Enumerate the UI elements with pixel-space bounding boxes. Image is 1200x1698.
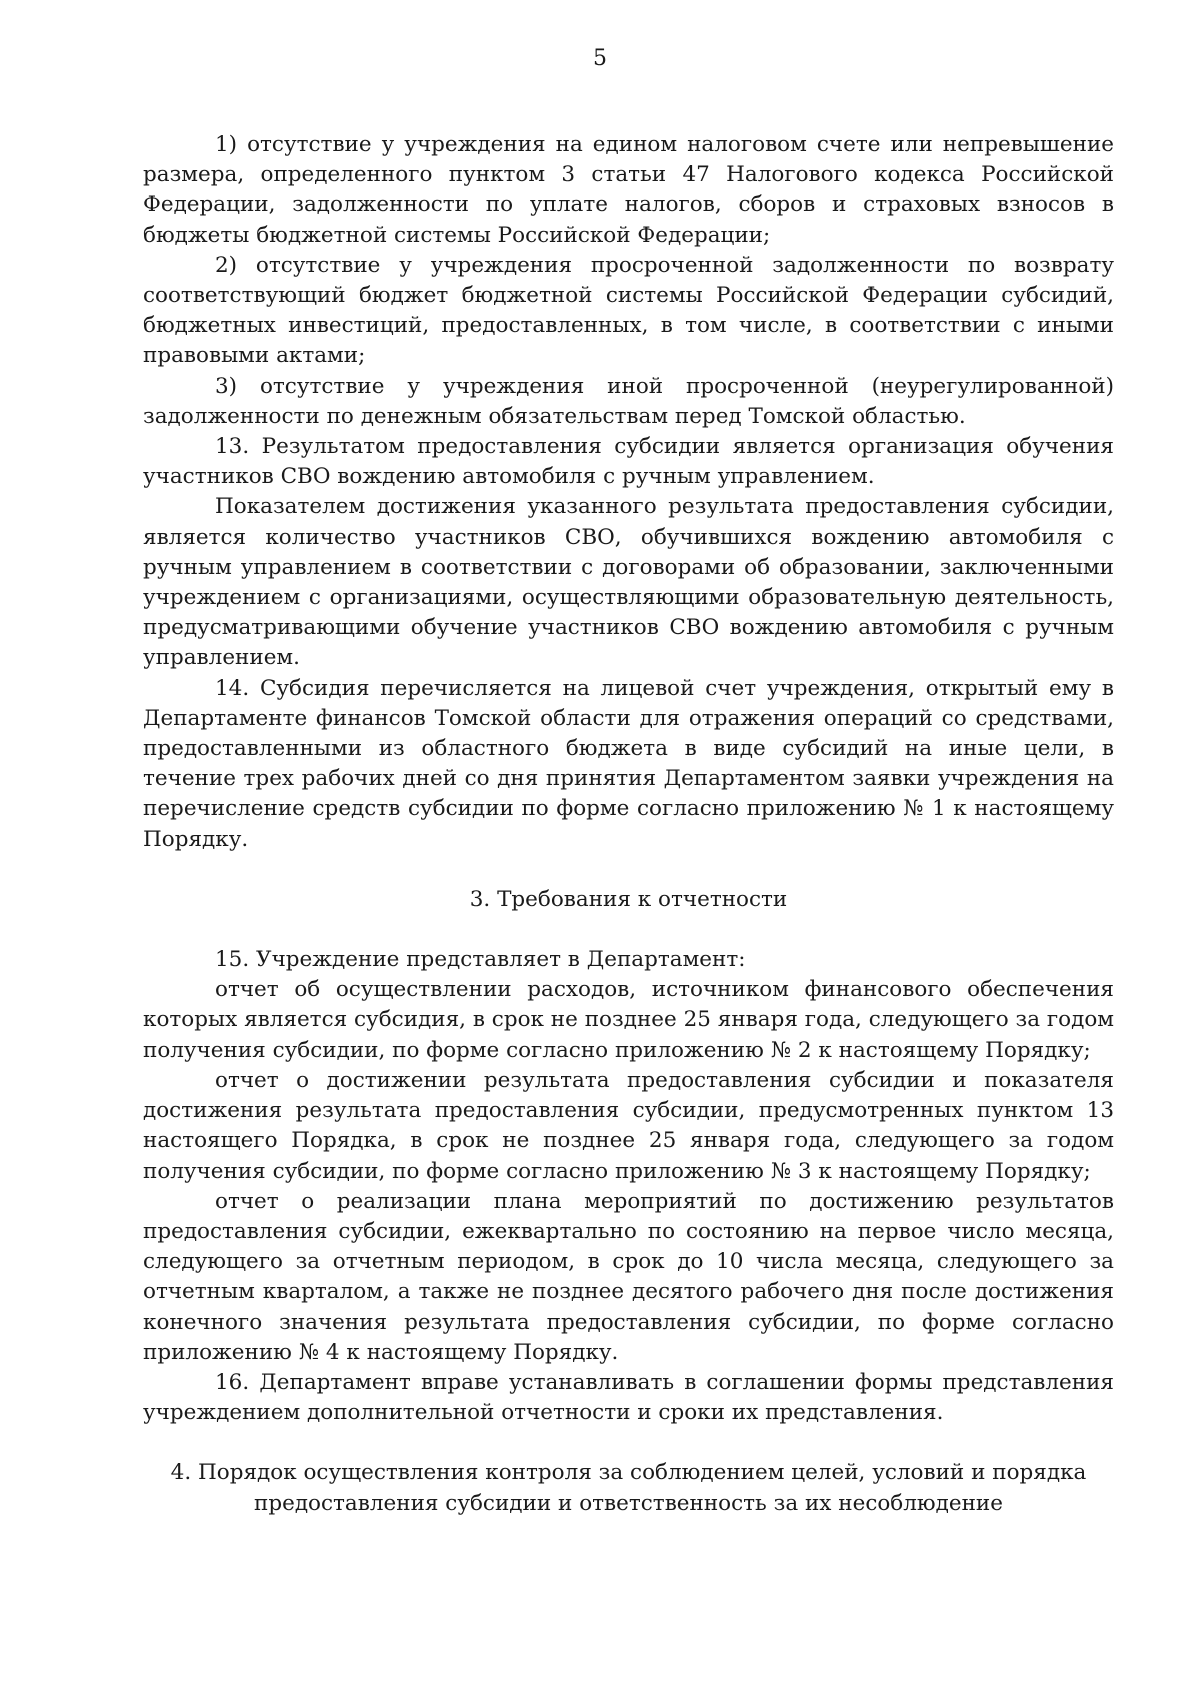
paragraph-report-results: отчет о достижении результата предоставления субсидии и показателя достижения результата предоставления субсидии, предусмотренных пунктом 13 настоящего Порядка, в срок не позднее 25 января года, следующего за годом получения субсидии, по форме согласно приложению № 3 к настоящему Порядку;	[143, 1067, 1114, 1184]
section-title-control-line-2: предоставления субсидии и ответственность за их несоблюдение	[254, 1490, 1003, 1516]
paragraph-condition-2: 2) отсутствие у учреждения просроченной задолженности по возврату соответствующий бюджет бюджетной системы Российской Федерации субсидий, бюджетных инвестиций, предоставленных, в том числе, в соответствии с иными правовыми актами;	[143, 252, 1114, 369]
paragraph-item-13: 13. Результатом предоставления субсидии является организация обучения участников СВО вождению автомобиля с ручным управлением.	[143, 434, 1114, 490]
paragraph-item-14: 14. Субсидия перечисляется на лицевой счет учреждения, открытый ему в Департаменте финансов Томской области для отражения операций со средствами, предоставленными из областного бюджета в виде субсидий на иные цели, в течение трех рабочих дней со дня принятия Департаментом заявки учреждения на перечисление средств субсидии по форме согласно приложению № 1 к настоящему Порядку.	[143, 675, 1114, 852]
paragraph-condition-1: 1) отсутствие у учреждения на едином налоговом счете или непревышение размера, определенного пунктом 3 статьи 47 Налогового кодекса Российской Федерации, задолженности по уплате налогов, сборов и страховых взносов в бюджеты бюджетной системы Российской Федерации;	[143, 132, 1114, 248]
document-body	[143, 130, 1114, 1519]
section-title-reporting: 3. Требования к отчетности	[469, 886, 788, 912]
paragraph-report-expenses: отчет об осуществлении расходов, источником финансового обеспечения которых является субсидия, в срок не позднее 25 января года, следующего за годом получения субсидии, по форме согласно приложению № 2 к настоящему Порядку;	[143, 977, 1114, 1063]
section-title-control-line-1: 4. Порядок осуществления контроля за соблюдением целей, условий и порядка	[170, 1460, 1087, 1486]
paragraph-condition-3: 3) отсутствие у учреждения иной просроченной (неурегулированной) задолженности по денежным обязательствам перед Томской областью.	[143, 373, 1114, 429]
paragraph-report-plan: отчет о реализации плана мероприятий по достижению результатов предоставления субсидии, ежеквартально по состоянию на первое число месяца, следующего за отчетным периодом, в срок до 10 числа месяца, следующего за отчетным кварталом, а также не позднее десятого рабочего дня после достижения конечного значения результата предоставления субсидии, по форме согласно приложению № 4 к настоящему Порядку.	[143, 1188, 1114, 1365]
paragraph-item-16: 16. Департамент вправе устанавливать в соглашении формы представления учреждением дополнительной отчетности и сроки их представления.	[143, 1369, 1114, 1426]
section-title-control	[143, 1458, 1114, 1518]
paragraph-indicator: Показателем достижения указанного результата предоставления субсидии, является количество участников СВО, обучившихся вождению автомобиля с ручным управлением в соответствии с договорами об образовании, заключенными учреждением с организациями, осуществляющими образовательную деятельность, предусматривающими обучение участников СВО вождению автомобиля с ручным управлением.	[143, 494, 1114, 671]
page-number: 5	[593, 46, 607, 71]
paragraph-item-15: 15. Учреждение представляет в Департамент:	[215, 947, 746, 973]
